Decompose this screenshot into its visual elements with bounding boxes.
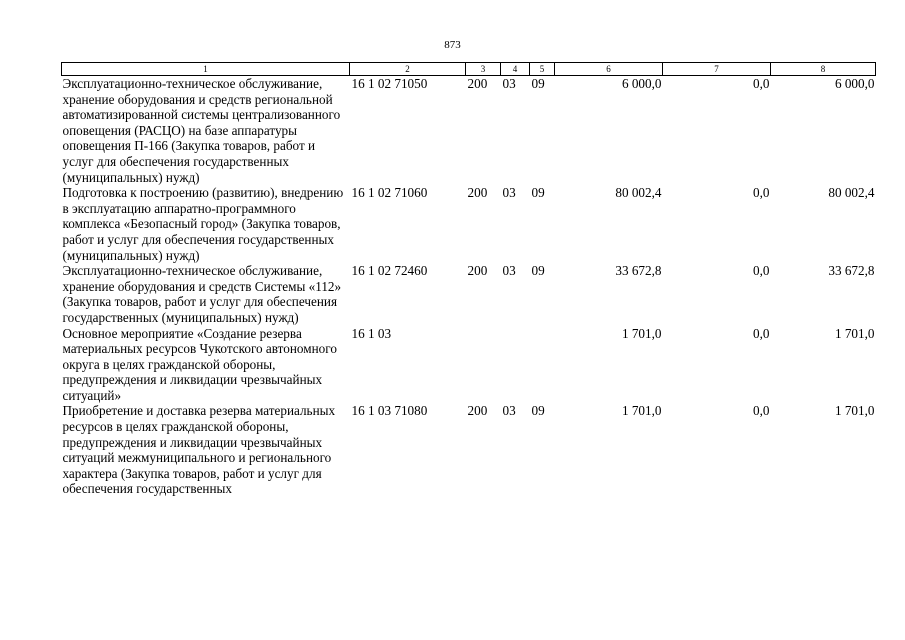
column-header: 1 (62, 63, 350, 76)
row-value-col7: 0,0 (753, 325, 770, 341)
page-number: 873 (444, 39, 461, 51)
row-section: 03 (502, 76, 516, 91)
row-value-col8: 6 000,0 (834, 76, 875, 91)
budget-table (61, 62, 876, 497)
row-section: 03 (502, 185, 516, 201)
row-value-col6: 33 672,8 (615, 263, 662, 279)
row-section (501, 326, 530, 404)
column-header: 7 (663, 63, 771, 76)
column-header: 4 (501, 63, 530, 76)
row-value-col7: 0,0 (753, 185, 770, 201)
row-description: Эксплуатационно-техническое обслуживание, хранение оборудования и средств региональной автоматизированной системы централизованного оповещения (РАСЦО) на базе аппаратуры оповещения П-166 (Закупка товаров, работ и услуг для обеспечения государственных (муниципальных) нужд) (62, 76, 341, 185)
column-header: 6 (555, 63, 663, 76)
table-row (62, 326, 876, 404)
row-code: 16 1 03 (351, 325, 392, 341)
row-value-col8: 1 701,0 (834, 325, 875, 341)
table-row (62, 403, 876, 497)
table-row (62, 185, 876, 263)
row-expense-type (466, 326, 501, 404)
row-value-col7: 0,0 (753, 403, 770, 419)
row-value-col6: 1 701,0 (621, 403, 662, 419)
row-section: 03 (502, 263, 516, 279)
row-value-col7: 0,0 (753, 263, 770, 279)
row-description: Основное мероприятие «Создание резерва материальных ресурсов Чукотского автономного округа в целях гражданской обороны, предупреждения и ликвидации чрезвычайных ситуаций» (62, 325, 337, 403)
row-value-col8: 1 701,0 (834, 403, 875, 419)
row-expense-type: 200 (467, 76, 488, 91)
row-description: Приобретение и доставка резерва материальных ресурсов в целях гражданской обороны, предупреждения и ликвидации чрезвычайных ситуаций межмуниципального и регионального характера (Закупка товаров, работ и услуг для обеспечения государственных (62, 403, 336, 497)
table-row (62, 263, 876, 325)
row-value-col8: 80 002,4 (828, 185, 875, 201)
column-header: 3 (466, 63, 501, 76)
table-header-row (62, 63, 876, 76)
row-expense-type: 200 (467, 403, 488, 419)
column-header: 8 (771, 63, 876, 76)
table-row (62, 76, 876, 186)
row-value-col6: 6 000,0 (621, 76, 662, 91)
row-description: Эксплуатационно-техническое обслуживание, хранение оборудования и средств Системы «112» (Закупка товаров, работ и услуг для обеспечения государственных (муниципальных) нужд) (62, 263, 342, 325)
row-expense-type: 200 (467, 263, 488, 279)
row-subsection (530, 326, 555, 404)
row-subsection: 09 (531, 263, 545, 279)
row-value-col6: 1 701,0 (621, 325, 662, 341)
row-value-col7: 0,0 (753, 76, 770, 91)
row-code: 16 1 02 71060 (351, 185, 428, 201)
row-code: 16 1 03 71080 (351, 403, 428, 419)
column-header: 5 (530, 63, 555, 76)
row-description: Подготовка к построению (развитию), внедрению в эксплуатацию аппаратно-программного комплекса «Безопасный город» (Закупка товаров, работ и услуг для обеспечения государственных (муниципальных) нужд) (62, 185, 344, 263)
row-value-col6: 80 002,4 (615, 185, 662, 201)
column-header: 2 (350, 63, 466, 76)
row-subsection: 09 (531, 76, 545, 91)
row-subsection: 09 (531, 403, 545, 419)
row-code: 16 1 02 72460 (351, 263, 428, 279)
row-section: 03 (502, 403, 516, 419)
row-subsection: 09 (531, 185, 545, 201)
row-code: 16 1 02 71050 (351, 76, 428, 91)
row-expense-type: 200 (467, 185, 488, 201)
row-value-col8: 33 672,8 (828, 263, 875, 279)
